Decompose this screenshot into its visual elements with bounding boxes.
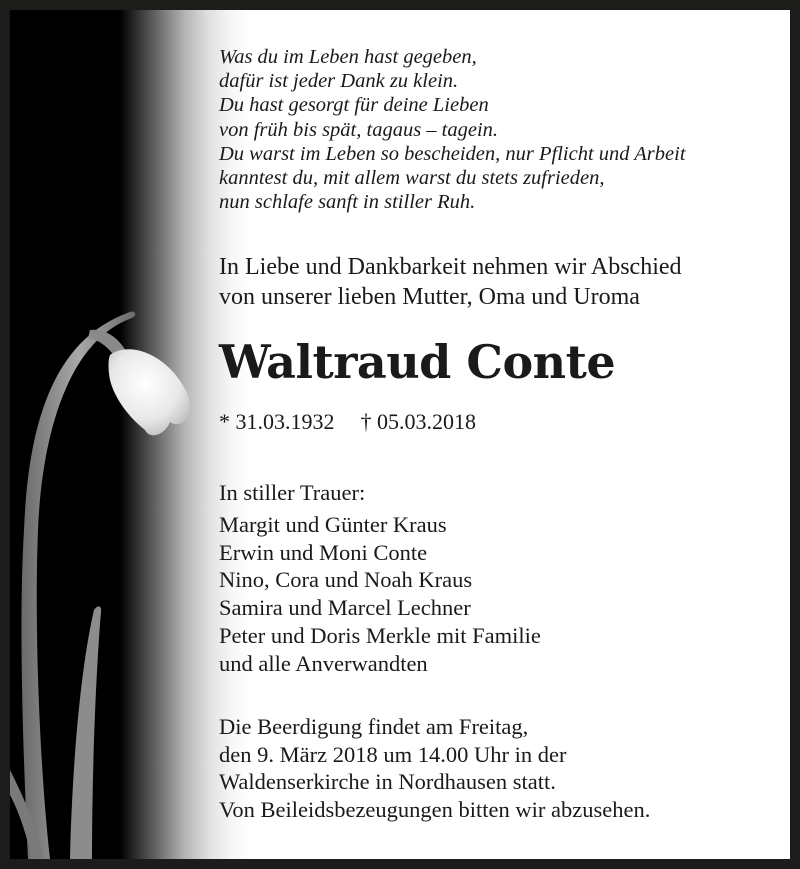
mourner-name: und alle Anverwandten [219, 650, 428, 676]
funeral-line: Waldenserkirche in Nordhausen statt. [219, 769, 556, 795]
funeral-line: Die Beerdigung findet am Freitag, [219, 714, 529, 739]
mourner-name: Peter und Doris Merkle mit Familie [219, 622, 541, 648]
poem-line: von früh bis spät, tagaus – tagein. [219, 118, 499, 141]
poem-line: Du hast gesorgt für deine Lieben [219, 94, 489, 117]
mourner-name: Samira und Marcel Lechner [219, 595, 471, 621]
intro-line: von unserer lieben Mutter, Oma und Uroma [219, 283, 640, 310]
death-date: † 05.03.2018 [360, 409, 476, 434]
funeral-details [219, 713, 650, 824]
mourner-name: Erwin und Moni Conte [219, 539, 428, 565]
poem-line: nun schlafe sanft in stiller Ruh. [219, 191, 476, 214]
intro-line: In Liebe und Dankbarkeit nehmen wir Abschied [219, 254, 682, 280]
mourner-name: Nino, Cora und Noah Kraus [219, 567, 473, 593]
mourner-name: Margit und Günter Kraus [219, 512, 447, 537]
snowdrop-flower-icon [10, 10, 250, 859]
obituary-notice [10, 10, 790, 859]
memorial-poem [219, 45, 686, 214]
snowdrop-image [10, 10, 250, 859]
deceased-name: Waltraud Conte [219, 335, 616, 389]
poem-line: Was du im Leben hast gegeben, [219, 46, 477, 68]
poem-line: kanntest du, mit allem warst du stets zufrieden, [219, 167, 605, 190]
poem-line: Du warst im Leben so bescheiden, nur Pflicht und Arbeit [219, 142, 686, 165]
mourners-list [219, 511, 541, 677]
poem-line: dafür ist jeder Dank zu klein. [219, 70, 459, 93]
funeral-line: Von Beileidsbezeugungen bitten wir abzusehen. [219, 797, 651, 823]
birth-date: * 31.03.1932 [219, 409, 335, 434]
farewell-intro [219, 253, 682, 312]
life-dates [219, 408, 476, 436]
mourners-heading: In stiller Trauer: [219, 480, 366, 505]
funeral-line: den 9. März 2018 um 14.00 Uhr in der [219, 741, 567, 767]
